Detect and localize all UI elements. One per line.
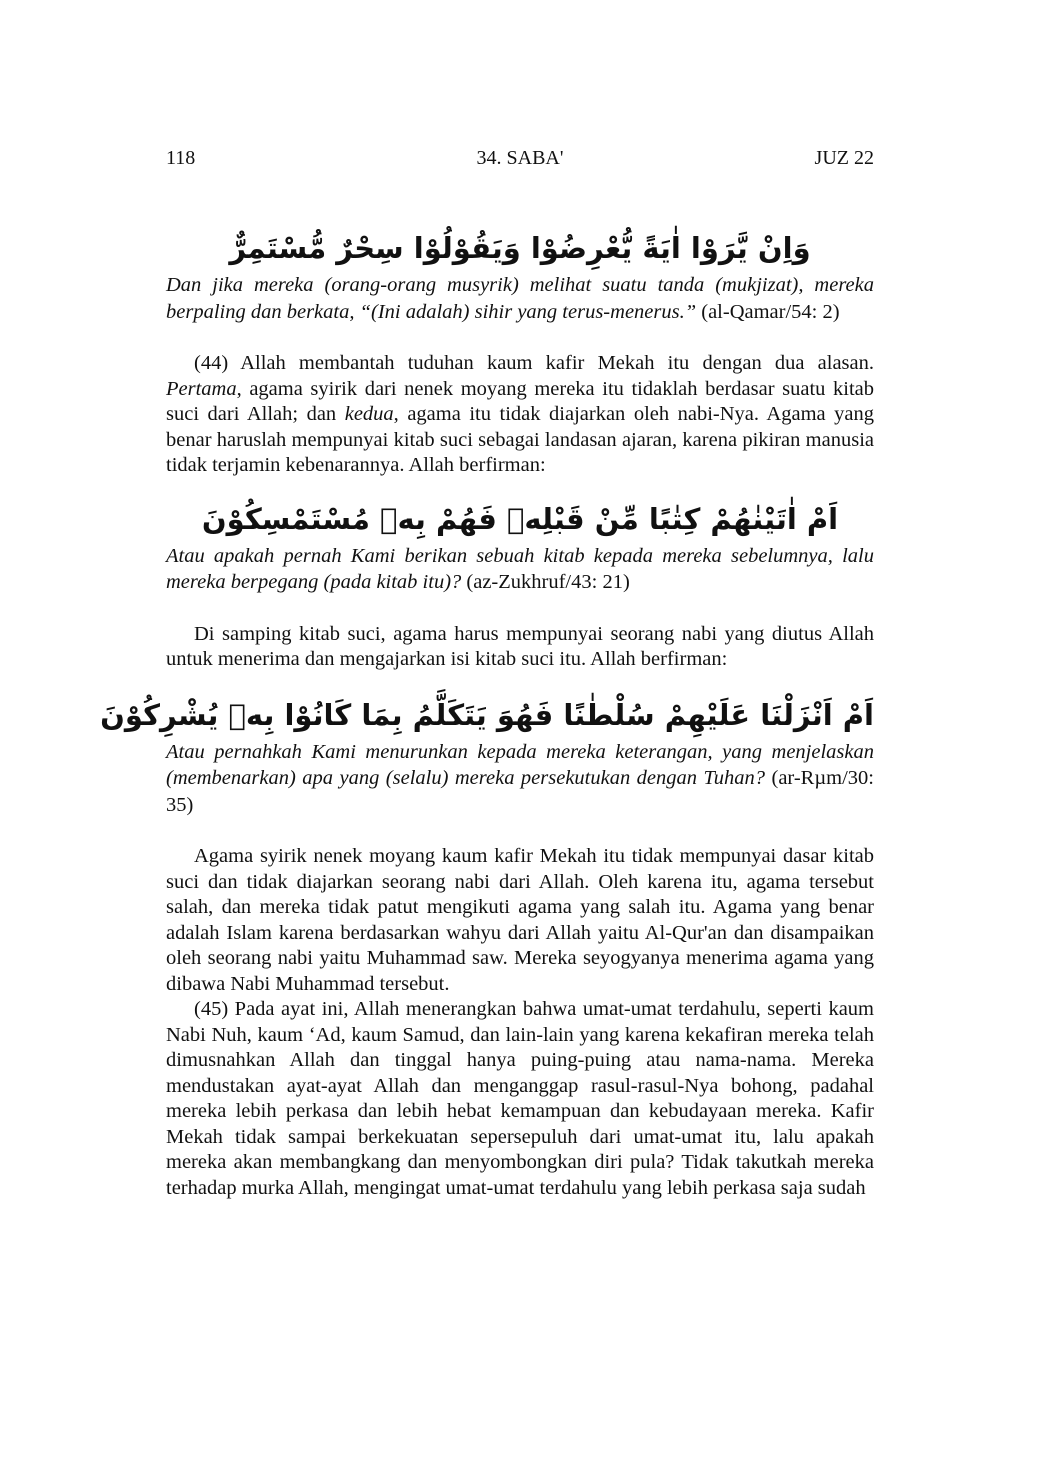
paragraph-44 (166, 351, 874, 479)
paragraph-nabi: Di samping kitab suci, agama harus mempunyai seorang nabi yang diutus Allah untuk menerima dan mengajarkan isi kitab suci itu. Allah berfirman: (166, 622, 874, 670)
paragraph-44-intro: (44) Allah membantah tuduhan kaum kafir Mekah itu dengan dua alasan. (194, 352, 874, 374)
verse-2-reference: (az-Zukhruf/43: 21) (461, 571, 630, 593)
chapter-title: 34. SABA' (476, 147, 564, 169)
juz-label: JUZ 22 (814, 147, 874, 169)
verse-3-reference: (ar-Rµm/30: 35) (166, 767, 874, 816)
verse-1-translation-text: Dan jika mereka (orang-orang musyrik) melihat suatu tanda (mukjizat), mereka berpaling dan berkata, “(Ini adalah) sihir yang terus-menerus.” (166, 274, 874, 323)
page-header (166, 140, 874, 176)
verse-3-translation (166, 739, 874, 819)
paragraph-44-second: kedua (344, 403, 394, 425)
paragraph-45: (45) Pada ayat ini, Allah menerangkan bahwa umat-umat terdahulu, seperti kaum Nabi Nuh, kaum ‘Ad, kaum Samud, dan lain-lain yang karena kekafiran mereka telah dimusnahkan Allah dan tinggal hanya puing-puing atau nama-nama. Mereka mendustakan ayat-ayat Allah dan menganggap rasul-rasul-Nya bohong, padahal mereka lebih perkasa dan lebih hebat kemampuan dan kebudayaan mereka. Kafir Mekah tidak sampai berkekuatan sepersepuluh dari umat-umat itu, lalu apakah mereka akan membangkang dan menyombongkan diri pula? Tidak takutkah mereka terhadap murka Allah, mengingat umat-umat terdahulu yang lebih perkasa saja sudah (166, 998, 874, 1199)
paragraph-44-mid: , agama syirik dari nenek moyang mereka itu tidaklah berdasar suatu kitab suci dari Allah; dan (166, 377, 874, 425)
verse-3-translation-text: Atau pernahkah Kami menurunkan kepada mereka keterangan, yang menjelaskan (membenarkan) apa yang (selalu) mereka persekutukan dengan Tuhan? (166, 740, 874, 789)
verse-1-translation (166, 272, 874, 325)
verse-1-reference: (al-Qamar/54: 2) (696, 300, 840, 323)
arabic-verse-1: وَاِنْ يَّرَوْا اٰيَةً يُّعْرِضُوْا وَيَقُوْلُوْا سِحْرٌ مُّسْتَمِرٌّ (229, 231, 811, 265)
verse-2-translation-text: Atau apakah pernah Kami berikan sebuah kitab kepada mereka sebelumnya, lalu mereka berpegang (pada kitab itu)? (166, 544, 874, 593)
verse-2-translation (166, 543, 874, 596)
page (100, 140, 875, 1201)
paragraph-agama: Agama syirik nenek moyang kaum kafir Mekah itu tidak mempunyai dasar kitab suci dan tidak diajarkan seorang nabi dari Allah. Oleh karena itu, agama tersebut salah, dan mereka tidak patut mengikuti agama yang salah itu. Agama yang benar adalah Islam karena berdasarkan wahyu dari Allah yaitu Al-Qur'an dan disampaikan oleh seorang nabi yaitu Muhammad saw. Mereka seyogyanya menerima agama yang dibawa Nabi Muhammad tersebut. (166, 845, 874, 995)
arabic-verse-2: اَمْ اٰتَيْنٰهُمْ كِتٰبًا مِّنْ قَبْلِهٖ فَهُمْ بِهٖ مُسْتَمْسِكُوْنَ (201, 501, 839, 536)
paragraph-44-first: Pertama (166, 377, 237, 400)
arabic-verse-3: اَمْ اَنْزَلْنَا عَلَيْهِمْ سُلْطٰنًا فَهُوَ يَتَكَلَّمُ بِمَا كَانُوْا بِهٖ يُشْرِكُوْنَ (100, 697, 874, 732)
paragraph-44-rest: , agama itu tidak diajarkan oleh nabi-Nya. Agama yang benar haruslah mempunyai kitab suci sebagai landasan ajaran, karena pikiran manusia tidak terjamin kebenarannya. Allah berfirman: (166, 403, 875, 476)
page-number: 118 (166, 147, 196, 169)
